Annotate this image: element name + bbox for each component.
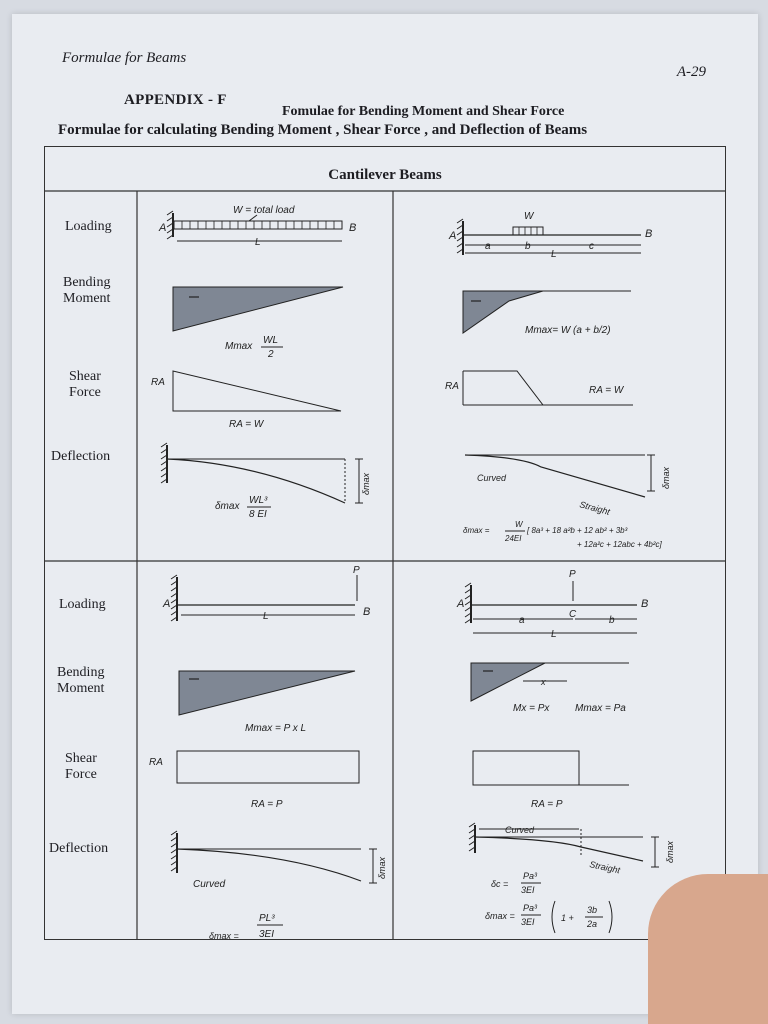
svg-text:RA: RA <box>445 381 459 392</box>
svg-text:+ 12a²c + 12abc + 4b²c]: + 12a²c + 12abc + 4b²c] <box>577 540 662 549</box>
svg-text:RA: RA <box>151 377 165 388</box>
formula-table <box>44 146 726 940</box>
svg-text:Mmax = Pa: Mmax = Pa <box>575 703 626 714</box>
svg-text:a: a <box>485 241 491 252</box>
svg-text:δmax =: δmax = <box>463 526 490 535</box>
svg-text:Pa³: Pa³ <box>523 871 538 881</box>
svg-text:2: 2 <box>268 349 274 360</box>
label-bending-1: Bending Moment <box>63 275 111 306</box>
svg-text:Mmax: Mmax <box>225 341 253 352</box>
svg-text:L: L <box>255 237 261 248</box>
svg-text:L: L <box>551 249 557 260</box>
page-number: A-29 <box>676 64 706 80</box>
svg-text:WL: WL <box>263 335 278 346</box>
svg-text:B: B <box>363 606 371 618</box>
svg-text:Mx = Px: Mx = Px <box>513 703 550 714</box>
svg-text:δc =: δc = <box>491 879 509 889</box>
appendix-label: APPENDIX - F <box>124 92 227 108</box>
svg-text:δmax: δmax <box>661 466 671 489</box>
svg-text:WL³: WL³ <box>249 495 268 506</box>
label-deflection-1: Deflection <box>51 449 111 464</box>
svg-text:P: P <box>569 569 576 580</box>
svg-text:Straight: Straight <box>578 499 612 517</box>
svg-text:Pa³: Pa³ <box>523 903 538 913</box>
svg-text:RA = P: RA = P <box>251 799 283 810</box>
svg-text:a: a <box>519 615 525 626</box>
svg-text:Straight: Straight <box>588 859 622 876</box>
document-page <box>12 14 758 1014</box>
svg-text:W: W <box>515 520 523 529</box>
svg-text:Curved: Curved <box>505 825 535 835</box>
svg-text:A: A <box>457 598 465 610</box>
svg-text:Mmax= W (a + b/2): Mmax= W (a + b/2) <box>525 325 611 336</box>
svg-text:x: x <box>541 677 546 687</box>
svg-text:b: b <box>525 241 531 252</box>
svg-text:PL³: PL³ <box>259 913 275 924</box>
svg-text:B: B <box>349 222 357 234</box>
diagram-partial-udl-cantilever <box>393 191 725 561</box>
wall-hatch <box>167 211 173 239</box>
svg-text:2a: 2a <box>587 919 598 929</box>
svg-text:RA = W: RA = W <box>229 419 264 430</box>
svg-text:δmax =: δmax = <box>209 931 239 939</box>
svg-text:b: b <box>609 615 615 626</box>
section-title: Cantilever Beams <box>328 167 442 183</box>
label-loading-2: Loading <box>59 597 106 612</box>
svg-text:A: A <box>163 598 171 610</box>
svg-text:3EI: 3EI <box>521 885 535 895</box>
svg-text:A: A <box>159 222 167 234</box>
svg-text:A: A <box>449 230 457 242</box>
svg-text:δmax: δmax <box>215 501 240 512</box>
svg-text:δmax: δmax <box>377 856 387 879</box>
appendix-subtitle: Fomulae for Bending Moment and Shear Force <box>282 104 565 119</box>
svg-text:RA = P: RA = P <box>531 799 563 810</box>
svg-text:P: P <box>353 565 360 576</box>
svg-text:B: B <box>645 228 653 240</box>
svg-text:L: L <box>263 611 269 622</box>
svg-text:24EI: 24EI <box>505 534 522 543</box>
svg-text:W: W <box>524 211 534 222</box>
svg-text:W = total load: W = total load <box>233 205 295 216</box>
diagram-point-load-end <box>137 561 393 939</box>
svg-text:Curved: Curved <box>477 473 507 483</box>
running-header: Formulae for Beams <box>62 50 187 66</box>
svg-text:8 EI: 8 EI <box>249 509 267 520</box>
svg-text:c: c <box>589 241 594 252</box>
svg-text:3EI: 3EI <box>259 929 275 939</box>
svg-text:δmax: δmax <box>361 472 371 495</box>
diagram-udl-cantilever <box>137 191 393 561</box>
svg-text:RA: RA <box>149 757 163 768</box>
svg-text:1 +: 1 + <box>561 913 574 923</box>
finger-thumb-photo <box>648 874 768 1024</box>
svg-text:Curved: Curved <box>193 879 226 890</box>
svg-text:3EI: 3EI <box>521 917 535 927</box>
svg-text:RA = W: RA = W <box>589 385 624 396</box>
label-shear-2: Shear Force <box>65 751 97 782</box>
label-loading-1: Loading <box>65 219 112 234</box>
label-bending-2: Bending Moment <box>57 665 105 696</box>
svg-text:δmax =: δmax = <box>485 911 515 921</box>
svg-text:Mmax = P x L: Mmax = P x L <box>245 723 307 734</box>
main-title: Formulae for calculating Bending Moment , Shear Force , and Deflection of Beams <box>58 122 588 138</box>
svg-text:L: L <box>551 629 557 640</box>
svg-text:3b: 3b <box>587 905 598 915</box>
svg-text:B: B <box>641 598 649 610</box>
svg-text:[ 8a³ + 18 a²b + 12 ab² + 3b³: [ 8a³ + 18 a²b + 12 ab² + 3b³ <box>527 526 628 535</box>
svg-text:C: C <box>569 609 577 620</box>
svg-text:δmax: δmax <box>665 840 675 863</box>
label-deflection-2: Deflection <box>49 841 109 856</box>
label-shear-1: Shear Force <box>69 369 101 400</box>
